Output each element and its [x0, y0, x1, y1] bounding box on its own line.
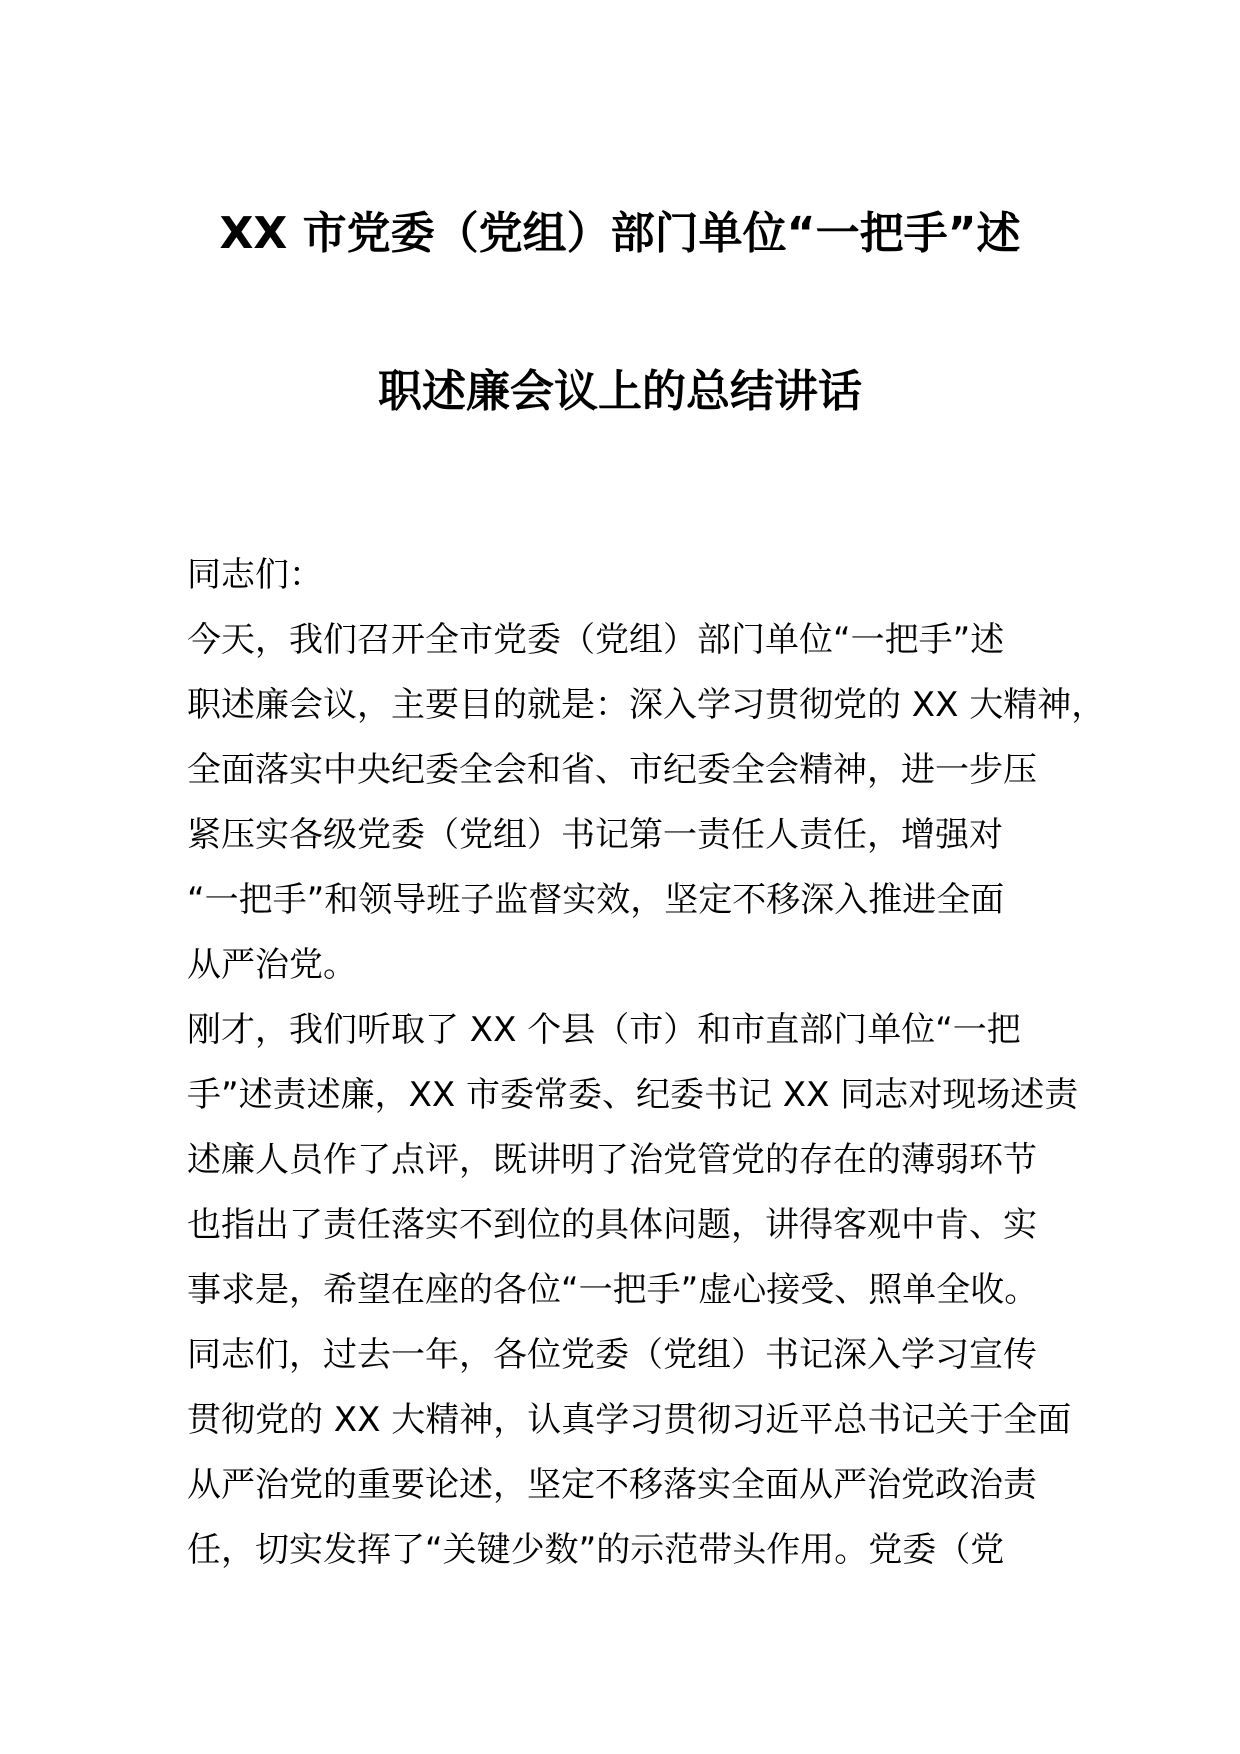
body-line: 从严治党。	[187, 945, 357, 985]
body-line: 贯彻党的 XX 大精神，认真学习贯彻习近平总书记关于全面	[187, 1400, 1072, 1440]
body-line: 任，切实发挥了“关键少数”的示范带头作用。党委（党	[187, 1530, 1005, 1570]
body-line: 刚才，我们听取了 XX 个县（市）和市直部门单位“一把	[187, 1010, 1021, 1050]
body-line: 同志们：	[187, 555, 323, 595]
body-line: 事求是，希望在座的各位“一把手”虚心接受、照单全收。	[187, 1270, 1039, 1310]
body-line: 手”述责述廉，XX 市委常委、纪委书记 XX 同志对现场述责	[187, 1075, 1079, 1115]
body-line: 今天，我们召开全市党委（党组）部门单位“一把手”述	[187, 620, 1005, 660]
document-title-line-1: XX 市党委（党组）部门单位“一把手”述	[219, 208, 1021, 259]
document-body	[187, 543, 1106, 1583]
document-title-line-2: 职述廉会议上的总结讲话	[378, 366, 862, 417]
body-line: 从严治党的重要论述，坚定不移落实全面从严治党政治责	[187, 1465, 1037, 1505]
body-line: 述廉人员作了点评，既讲明了治党管党的存在的薄弱环节	[187, 1140, 1037, 1180]
body-line: 也指出了责任落实不到位的具体问题，讲得客观中肯、实	[187, 1205, 1037, 1245]
body-line: “一把手”和领导班子监督实效，坚定不移深入推进全面	[187, 880, 1005, 920]
body-line: 全面落实中央纪委全会和省、市纪委全会精神，进一步压	[187, 750, 1037, 790]
body-line: 同志们，过去一年，各位党委（党组）书记深入学习宣传	[187, 1335, 1037, 1375]
body-line: 职述廉会议，主要目的就是：深入学习贯彻党的 XX 大精神，	[187, 685, 1106, 725]
body-line: 紧压实各级党委（党组）书记第一责任人责任，增强对	[187, 815, 1003, 855]
